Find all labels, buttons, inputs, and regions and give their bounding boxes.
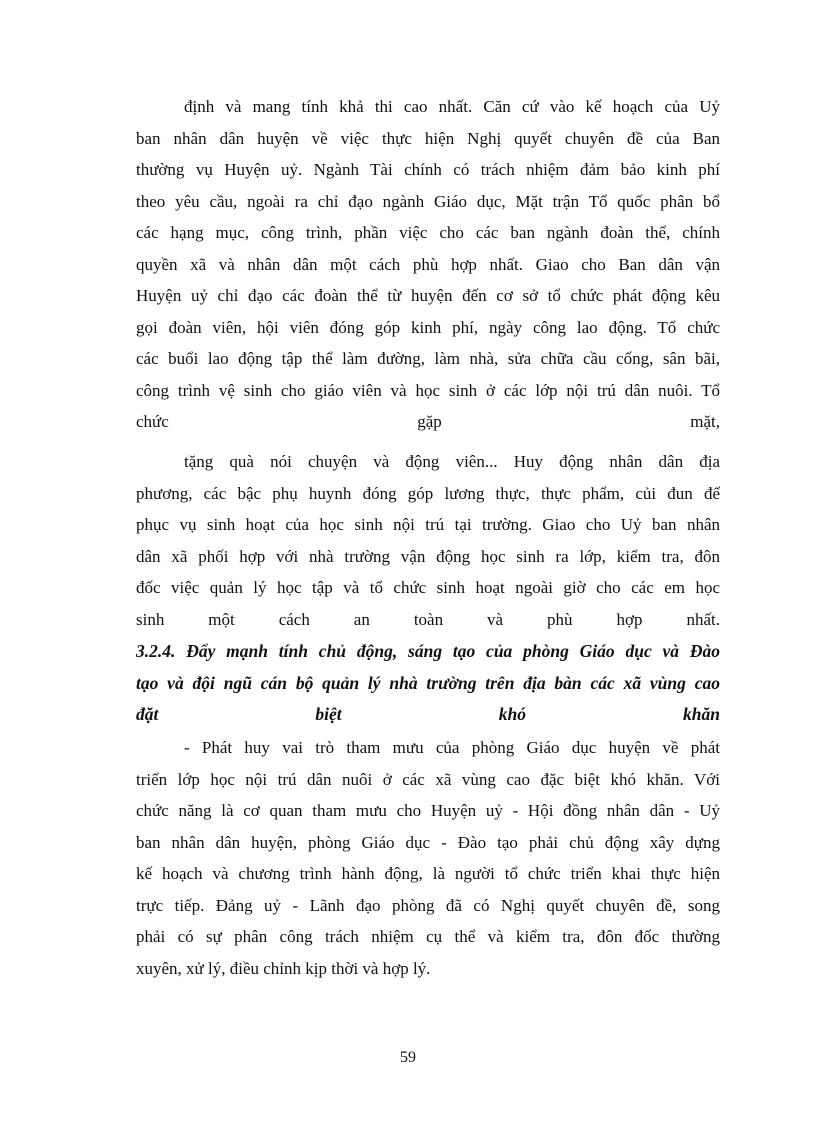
text-line: tặng quà nói chuyện và động viên... Huy động nhân dân địa [184, 452, 720, 471]
text-line: phải có sự phân công trách nhiệm cụ thể và kiểm tra, đôn đốc thường [136, 927, 720, 946]
text-line: sinh một cách an toàn và phù hợp nhất. [136, 610, 720, 629]
text-line: ban nhân dân huyện về việc thực hiện Nghị quyết chuyên đề của Ban [136, 129, 720, 148]
text-line: phục vụ sinh hoạt của học sinh nội trú tại trường. Giao cho Uỷ ban nhân [136, 515, 720, 534]
text-line: phương, các bậc phụ huynh đóng góp lương thực, thực phẩm, củi đun để [136, 484, 720, 503]
section-heading-line: tạo và đội ngũ cán bộ quản lý nhà trường trên địa bàn các xã vùng cao [136, 673, 720, 693]
text-line: chức năng là cơ quan tham mưu cho Huyện uỷ - Hội đồng nhân dân - Uỷ [136, 801, 720, 820]
text-line: triển lớp học nội trú dân nuôi ở các xã vùng cao đặc biệt khó khăn. Với [136, 770, 720, 789]
text-line: chức gặp mặt, [136, 412, 720, 431]
text-line: trực tiếp. Đảng uỷ - Lãnh đạo phòng đã có Nghị quyết chuyên đề, song [136, 896, 720, 915]
text-line: theo yêu cầu, ngoài ra chỉ đạo ngành Giáo dục, Mặt trận Tổ quốc phân bổ [136, 192, 720, 211]
text-line: công trình vệ sinh cho giáo viên và học sinh ở các lớp nội trú dân nuôi. Tổ [136, 381, 720, 400]
text-line: Huyện uỷ chỉ đạo các đoàn thể từ huyện đến cơ sở tổ chức phát động kêu [136, 286, 720, 305]
text-line: đốc việc quản lý học tập và tổ chức sinh hoạt ngoài giờ cho các em học [136, 578, 720, 597]
page-number: 59 [400, 1049, 416, 1066]
text-line: - Phát huy vai trò tham mưu của phòng Giáo dục huyện về phát [184, 738, 720, 757]
text-line: ban nhân dân huyện, phòng Giáo dục - Đào tạo phải chủ động xây dựng [136, 833, 720, 852]
text-line: kế hoạch và chương trình hành động, là người tổ chức triển khai thực hiện [136, 864, 720, 883]
text-line: xuyên, xử lý, điều chỉnh kịp thời và hợp lý. [136, 959, 431, 978]
text-line: các buổi lao động tập thể làm đường, làm nhà, sửa chữa cầu cống, sân bãi, [136, 349, 720, 368]
text-line: định và mang tính khả thi cao nhất. Căn cứ vào kế hoạch của Uỷ [184, 97, 720, 116]
section-heading-line: đặt biệt khó khăn [136, 704, 720, 724]
text-line: gọi đoàn viên, hội viên đóng góp kinh phí, ngày công lao động. Tổ chức [136, 318, 720, 337]
text-line: quyền xã và nhân dân một cách phù hợp nhất. Giao cho Ban dân vận [136, 255, 720, 274]
text-line: thường vụ Huyện uỷ. Ngành Tài chính có trách nhiệm đảm bảo kinh phí [136, 160, 720, 179]
text-line: các hạng mục, công trình, phần việc cho các ban ngành đoàn thể, chính [136, 223, 720, 242]
section-heading-line: 3.2.4. Đẩy mạnh tính chủ động, sáng tạo của phòng Giáo dục và Đào [136, 641, 720, 661]
text-line: dân xã phối hợp với nhà trường vận động học sinh ra lớp, kiểm tra, đôn [136, 547, 720, 566]
